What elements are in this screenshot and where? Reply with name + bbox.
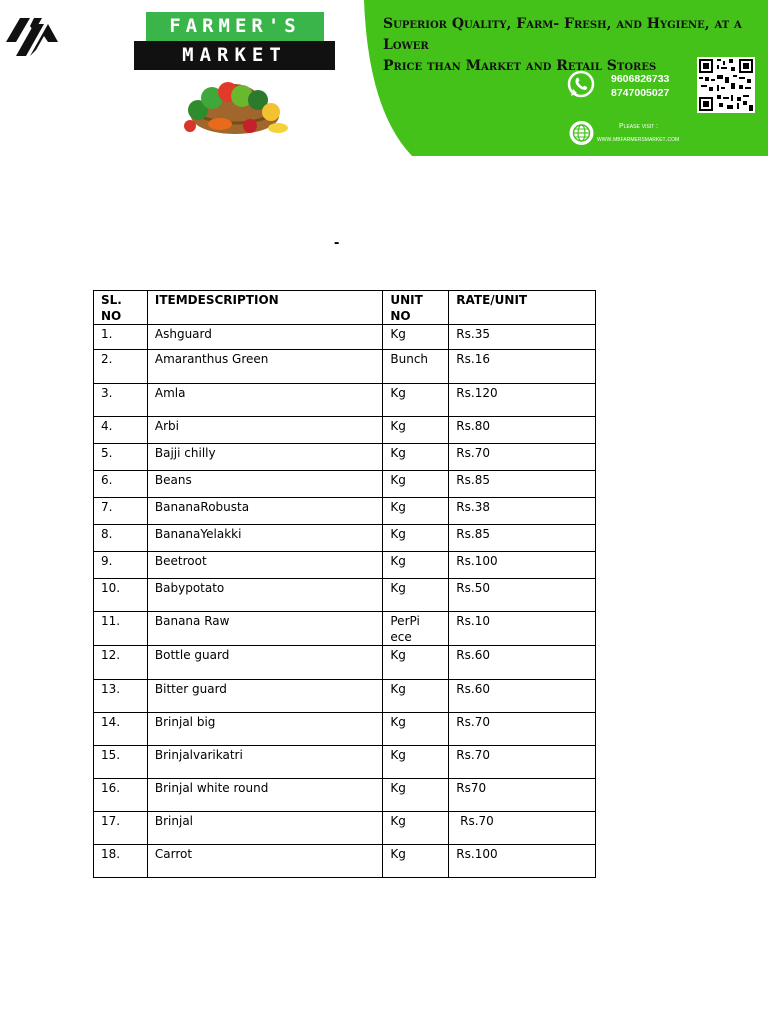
cell-sl-no: 2. [94, 350, 148, 384]
header-rate-unit: RATE/UNIT [449, 291, 596, 325]
table-row [94, 646, 596, 680]
cell-sl-no: 11. [94, 612, 148, 646]
cell-unit: Kg [383, 325, 449, 350]
cell-sl-no: 5. [94, 444, 148, 471]
cell-item-description: Brinjal [147, 812, 382, 845]
cell-unit: Kg [383, 417, 449, 444]
cell-sl-no: 16. [94, 779, 148, 812]
table-row [94, 417, 596, 444]
cell-item-description: Arbi [147, 417, 382, 444]
cell-item-description: Amaranthus Green [147, 350, 382, 384]
cell-unit: Kg [383, 552, 449, 579]
table-row [94, 779, 596, 812]
table-row [94, 746, 596, 779]
phone-number-1: 9606826733 [611, 73, 670, 85]
cell-item-description: Bajji chilly [147, 444, 382, 471]
table-row [94, 612, 596, 646]
cell-unit: Kg [383, 680, 449, 713]
cell-item-description: Amla [147, 384, 382, 417]
cell-rate: Rs.35 [449, 325, 596, 350]
cell-unit: Kg [383, 471, 449, 498]
cell-sl-no: 12. [94, 646, 148, 680]
table-row [94, 845, 596, 878]
brand-title-bottom: MARKET [134, 41, 335, 70]
cell-item-description: Beetroot [147, 552, 382, 579]
cell-rate: Rs.100 [449, 552, 596, 579]
cell-item-description: Brinjal white round [147, 779, 382, 812]
cell-unit: Kg [383, 845, 449, 878]
cell-sl-no: 14. [94, 713, 148, 746]
cell-unit: Bunch [383, 350, 449, 384]
table-row [94, 384, 596, 417]
cell-rate: Rs.60 [449, 646, 596, 680]
cell-rate: Rs.10 [449, 612, 596, 646]
header-unit-no: UNIT NO [383, 291, 449, 325]
whatsapp-icon [566, 69, 596, 99]
cell-rate: Rs.16 [449, 350, 596, 384]
cell-sl-no: 18. [94, 845, 148, 878]
cell-rate: Rs.85 [449, 525, 596, 552]
table-row [94, 552, 596, 579]
cell-item-description: Brinjalvarikatri [147, 746, 382, 779]
cell-rate: Rs.80 [449, 417, 596, 444]
table-body [94, 325, 596, 878]
cell-sl-no: 3. [94, 384, 148, 417]
cell-rate: Rs.70 [449, 444, 596, 471]
vegetable-basket-image [176, 74, 294, 140]
phone-number-2: 8747005027 [611, 87, 670, 99]
cell-rate: Rs.70 [449, 812, 596, 845]
table-row [94, 444, 596, 471]
cell-unit: Kg [383, 713, 449, 746]
table-row [94, 350, 596, 384]
cell-sl-no: 9. [94, 552, 148, 579]
cell-unit: Kg [383, 779, 449, 812]
cell-item-description: Brinjal big [147, 713, 382, 746]
cell-sl-no: 13. [94, 680, 148, 713]
website-info [597, 120, 707, 146]
cell-sl-no: 17. [94, 812, 148, 845]
table-row [94, 579, 596, 612]
cell-sl-no: 8. [94, 525, 148, 552]
cell-rate: Rs.60 [449, 680, 596, 713]
table-row [94, 471, 596, 498]
cell-unit: Kg [383, 525, 449, 552]
cell-unit: Kg [383, 444, 449, 471]
cell-item-description: Bitter guard [147, 680, 382, 713]
separator-dash: - [334, 234, 340, 251]
cell-sl-no: 15. [94, 746, 148, 779]
cell-rate: Rs.50 [449, 579, 596, 612]
table-row [94, 498, 596, 525]
cell-item-description: Ashguard [147, 325, 382, 350]
cell-rate: Rs.85 [449, 471, 596, 498]
cell-item-description: Bottle guard [147, 646, 382, 680]
cell-rate: Rs.38 [449, 498, 596, 525]
cell-rate: Rs.70 [449, 713, 596, 746]
cell-item-description: Carrot [147, 845, 382, 878]
cell-unit: Kg [383, 746, 449, 779]
cell-unit: Kg [383, 384, 449, 417]
cell-item-description: BananaRobusta [147, 498, 382, 525]
cell-rate: Rs.70 [449, 746, 596, 779]
table-row [94, 525, 596, 552]
table-row [94, 680, 596, 713]
qr-code-icon[interactable] [697, 57, 755, 113]
table-row [94, 713, 596, 746]
mb-logo-icon [4, 12, 60, 62]
phone-numbers [611, 72, 669, 100]
cell-unit: Kg [383, 812, 449, 845]
cell-unit: Kg [383, 579, 449, 612]
globe-icon [568, 120, 595, 146]
table-row [94, 812, 596, 845]
cell-item-description: Babypotato [147, 579, 382, 612]
table-header-row [94, 291, 596, 325]
cell-item-description: Beans [147, 471, 382, 498]
cell-sl-no: 7. [94, 498, 148, 525]
cell-sl-no: 10. [94, 579, 148, 612]
cell-sl-no: 4. [94, 417, 148, 444]
cell-unit: Kg [383, 646, 449, 680]
cell-sl-no: 6. [94, 471, 148, 498]
cell-sl-no: 1. [94, 325, 148, 350]
tagline-line-2: Price than Market and Retail Stores [383, 58, 657, 74]
brand-title-top: FARMER'S [146, 12, 324, 41]
header-item-description: ITEMDESCRIPTION [147, 291, 382, 325]
table-row [94, 325, 596, 350]
rate-table [93, 290, 596, 878]
header-sl-no: SL. NO [94, 291, 148, 325]
qr-code-pattern [699, 59, 753, 111]
tagline-line-1: Superior Quality, Farm- Fresh, and Hygiene, at a Lower [383, 16, 742, 53]
cell-rate: Rs70 [449, 779, 596, 812]
cell-unit: Kg [383, 498, 449, 525]
cell-unit: PerPi ece [383, 612, 449, 646]
cell-rate: Rs.120 [449, 384, 596, 417]
visit-label: Please visit : [619, 123, 659, 130]
cell-item-description: BananaYelakki [147, 525, 382, 552]
website-link[interactable]: www.mbfarmersmarket.com [597, 136, 680, 143]
cell-item-description: Banana Raw [147, 612, 382, 646]
cell-rate: Rs.100 [449, 845, 596, 878]
